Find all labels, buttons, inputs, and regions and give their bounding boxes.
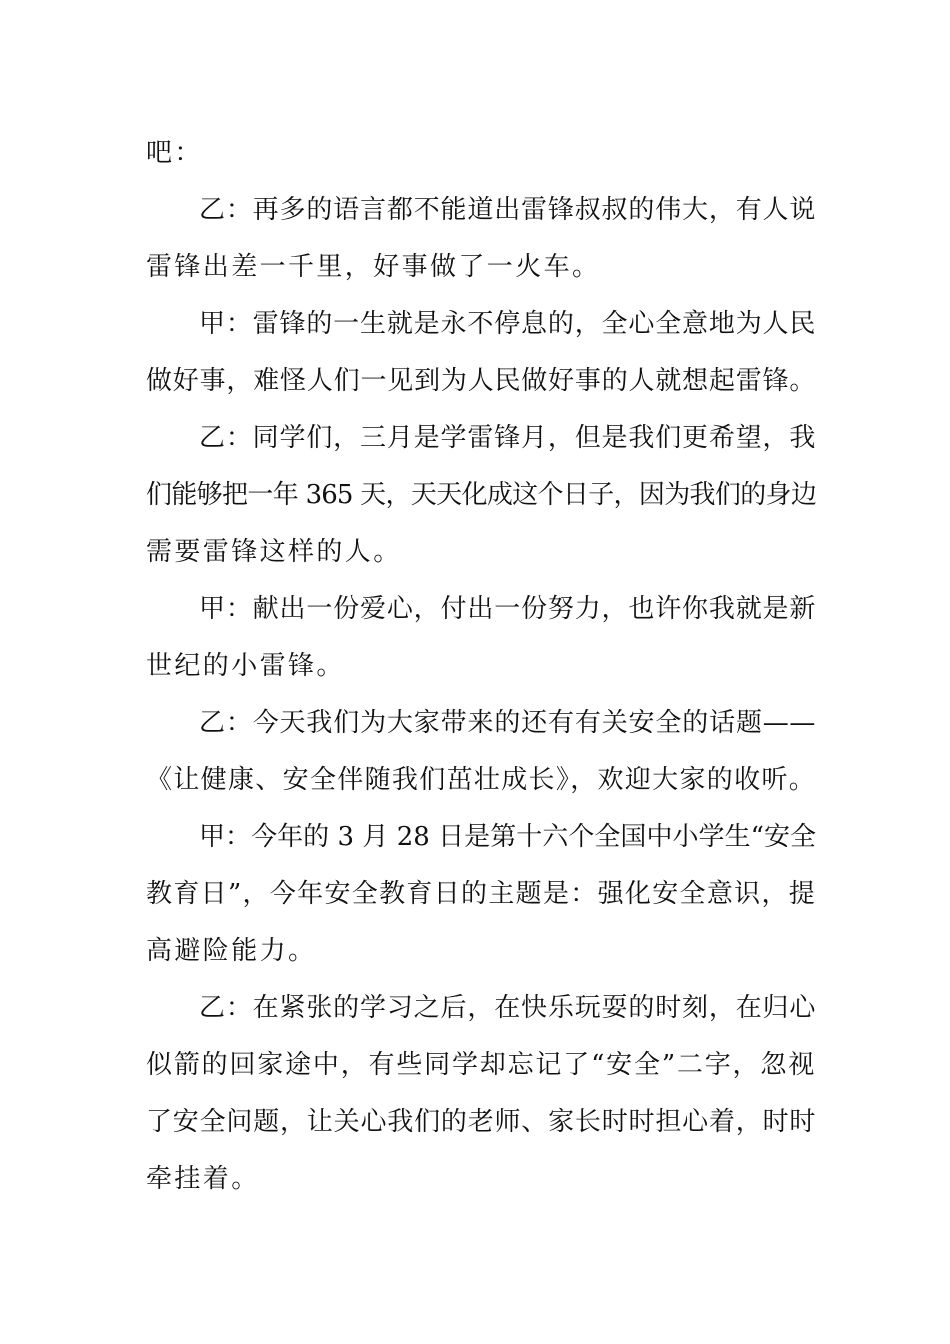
text-line: 世纪的小雷锋。 — [146, 651, 345, 681]
text-line: 似箭的回家途中，有些同学却忘记了“安全”二字，忽视 — [146, 1050, 816, 1080]
text-line: 乙：今天我们为大家带来的还有有关安全的话题—— — [199, 708, 816, 738]
text-line: 雷锋出差一千里，好事做了一火车。 — [146, 252, 601, 282]
text-line: 教育日”，今年安全教育日的主题是：强化安全意识，提 — [146, 879, 816, 909]
text-line: 《让健康、安全伴随我们茁壮成长》，欢迎大家的收听。 — [146, 765, 816, 795]
text-line: 高避险能力。 — [146, 936, 317, 966]
text-line: 需要雷锋这样的人。 — [146, 537, 402, 567]
text-line: 乙：再多的语言都不能道出雷锋叔叔的伟大，有人说 — [199, 195, 816, 225]
text-line: 乙：在紧张的学习之后，在快乐玩耍的时刻，在归心 — [199, 993, 816, 1023]
text-line: 牵挂着。 — [146, 1164, 260, 1194]
text-line: 甲：雷锋的一生就是永不停息的，全心全意地为人民 — [199, 309, 816, 339]
text-line: 乙：同学们，三月是学雷锋月，但是我们更希望，我 — [199, 423, 816, 453]
text-line: 甲：今年的 3 月 28 日是第十六个全国中小学生“安全 — [199, 822, 816, 852]
text-line: 了安全问题，让关心我们的老师、家长时时担心着，时时 — [146, 1107, 816, 1137]
text-line: 吧： — [146, 138, 203, 168]
text-line: 甲：献出一份爱心，付出一份努力，也许你我就是新 — [199, 594, 816, 624]
text-line: 们能够把一年 365 天，天天化成这个日子，因为我们的身边 — [146, 480, 816, 510]
text-line: 做好事，难怪人们一见到为人民做好事的人就想起雷锋。 — [146, 366, 816, 396]
